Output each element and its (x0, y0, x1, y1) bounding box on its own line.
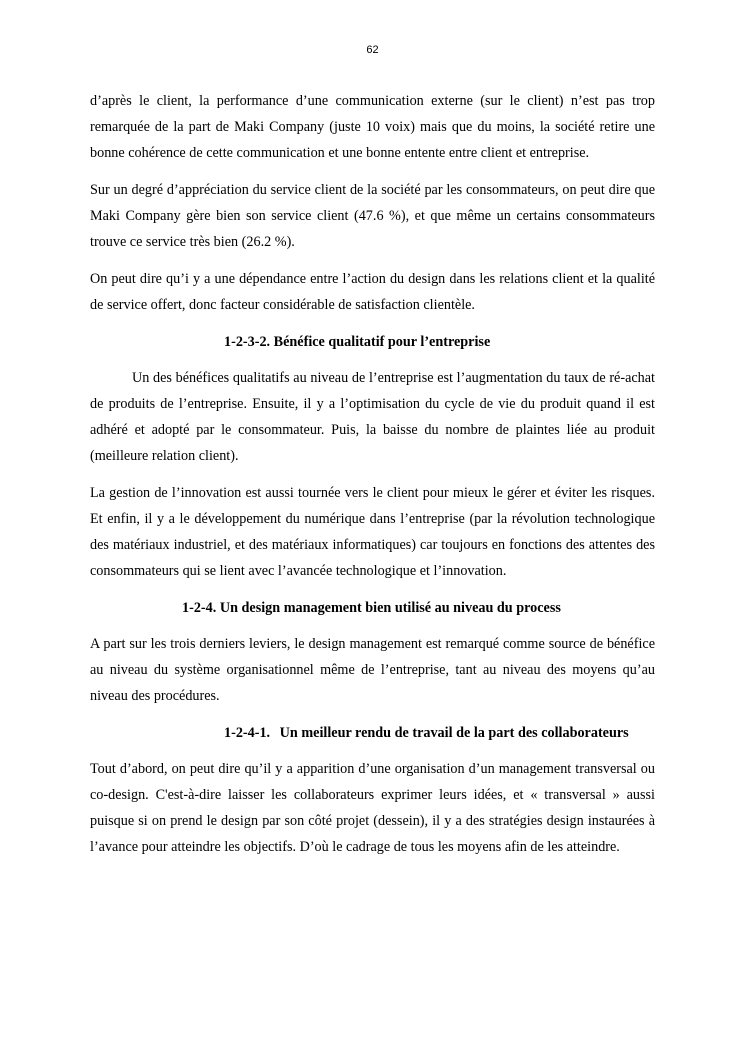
paragraph: Sur un degré d’appréciation du service client de la société par les consommateurs, on peut dire que Maki Company gère bien son service client (47.6 %), et que même un certains consommateurs trouve ce service très bien (26.2 %). (90, 182, 655, 250)
paragraph: Un des bénéfices qualitatifs au niveau de l’entreprise est l’augmentation du taux de ré-achat de produits de l’entreprise. Ensuite, il y a l’optimisation du cycle de vie du produit quand il est adhéré et adopté par le consommateur. Puis, la baisse du nombre de plaintes liée au produit (meilleure relation client). (90, 370, 655, 464)
subsection-title: Un meilleur rendu de travail de la part des collaborateurs (279, 725, 629, 741)
subsection-number: 1-2-4-1. (224, 725, 271, 741)
paragraph: d’après le client, la performance d’une communication externe (sur le client) n’est pas trop remarquée de la part de Maki Company (juste 10 voix) mais que du moins, la société retire une bonne cohérence de cette communication et une bonne entente entre client et entreprise. (90, 93, 655, 161)
page-body (90, 88, 655, 871)
section-heading: 1-2-3-2. Bénéfice qualitatif pour l’entreprise (224, 334, 491, 350)
section-heading: 1-2-4. Un design management bien utilisé au niveau du process (182, 600, 561, 616)
paragraph: On peut dire qu’i y a une dépendance entre l’action du design dans les relations client et la qualité de service offert, donc facteur considérable de satisfaction clientèle. (90, 271, 655, 313)
page-number: 62 (366, 44, 379, 56)
paragraph: A part sur les trois derniers leviers, le design management est remarqué comme source de bénéfice au niveau du système organisationnel même de l’entreprise, tant au niveau des moyens qu’au niveau des procédures. (90, 636, 655, 704)
paragraph: Tout d’abord, on peut dire qu’il y a apparition d’une organisation d’un management transversal ou co-design. C'est-à-dire laisser les collaborateurs exprimer leurs idées, et « transversal » aussi puisque si on prend le design par son côté projet (dessein), il y a des stratégies design instaurées à l’avance pour atteindre les objectifs. D’où le cadrage de tous les moyens afin de les atteindre. (90, 761, 655, 855)
subsection-heading (90, 720, 655, 746)
paragraph: La gestion de l’innovation est aussi tournée vers le client pour mieux le gérer et éviter les risques. Et enfin, il y a le développement du numérique dans l’entreprise (par la révolution technologique des matériaux industriel, et des matériaux informatiques) car toujours en fonctions des attentes des consommateurs qui se lient avec l’avancée technologique et l’innovation. (90, 485, 655, 579)
